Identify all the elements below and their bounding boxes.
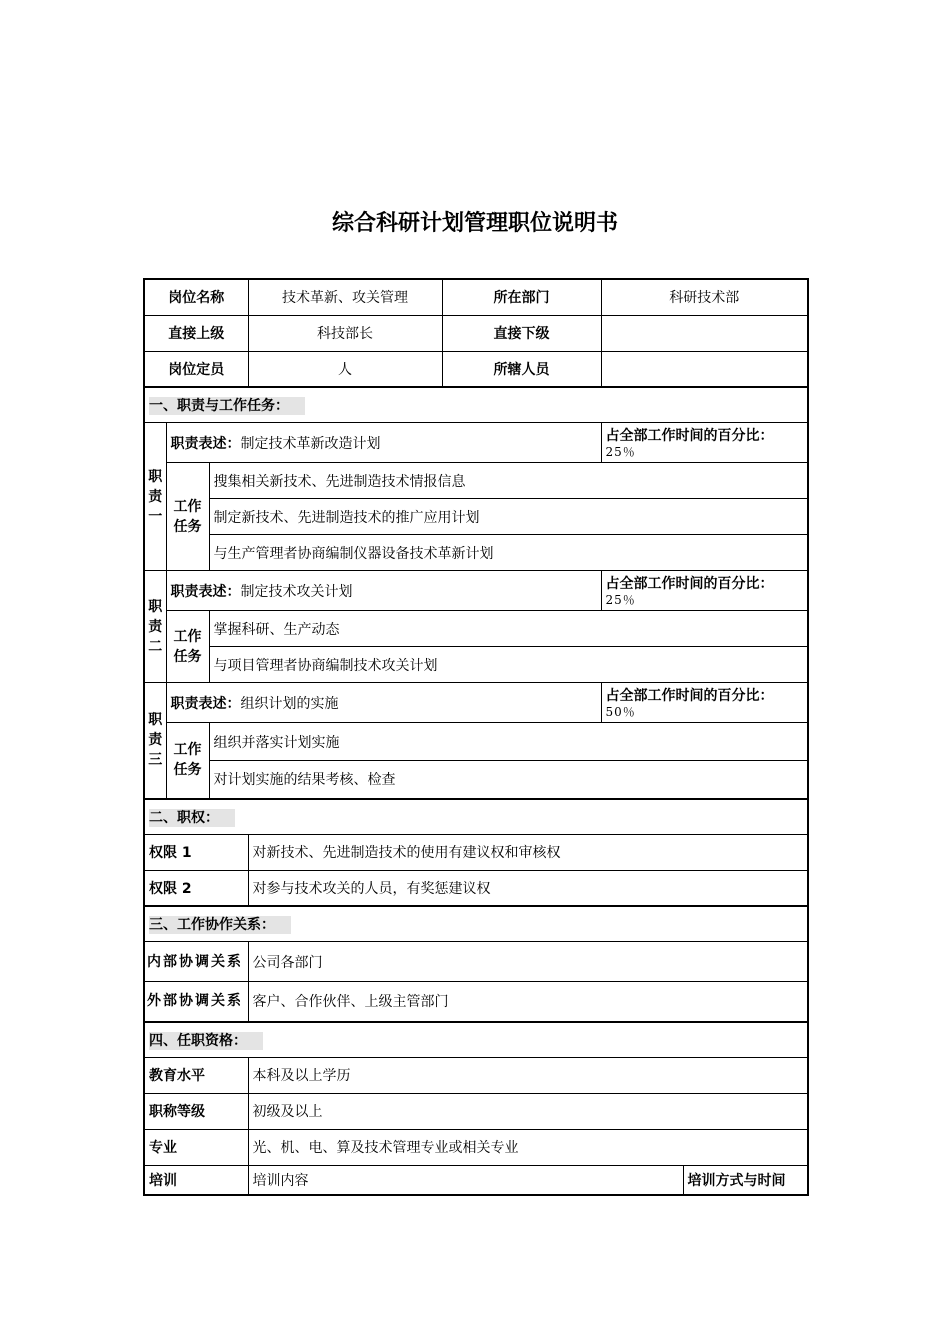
duty2-description: 制定技术攻关计划 bbox=[240, 583, 353, 600]
job-description-form bbox=[143, 278, 807, 1196]
duty1-task-3: 与生产管理者协商编制仪器设备技术革新计划 bbox=[209, 535, 808, 571]
duty1-percent: 25％ bbox=[605, 444, 636, 459]
title-grade-text: 初级及以上 bbox=[248, 1093, 808, 1129]
duty1-task-2: 制定新技术、先进制造技术的推广应用计划 bbox=[209, 499, 808, 535]
section1-header bbox=[144, 387, 808, 423]
pct-label: 占全部工作时间的百分比： bbox=[605, 427, 774, 444]
title-grade-label: 职称等级 bbox=[144, 1093, 248, 1129]
section4-title: 四、任职资格： bbox=[149, 1032, 263, 1050]
duty2-task-1: 掌握科研、生产动态 bbox=[209, 611, 808, 647]
subordinate-value bbox=[601, 315, 808, 351]
department-label: 所在部门 bbox=[442, 279, 601, 315]
page-title: 综合科研计划管理职位说明书 bbox=[331, 211, 618, 236]
duty3-label: 职责三 bbox=[144, 683, 166, 799]
duty1-label: 职责一 bbox=[144, 423, 166, 571]
duty2-task-label: 工作任务 bbox=[166, 611, 209, 683]
superior-value: 科技部长 bbox=[248, 315, 442, 351]
staff-value bbox=[601, 351, 808, 387]
education-text: 本科及以上学历 bbox=[248, 1057, 808, 1093]
training-method: 培训方式与时间 bbox=[683, 1165, 808, 1195]
section3-header bbox=[144, 906, 808, 942]
duty1-task-1: 搜集相关新技术、先进制造技术情报信息 bbox=[209, 463, 808, 499]
superior-label: 直接上级 bbox=[144, 315, 248, 351]
duty2-percent: 25％ bbox=[605, 592, 636, 607]
duty3-percent-cell bbox=[601, 683, 808, 723]
authority1-text: 对新技术、先进制造技术的使用有建议权和审核权 bbox=[248, 834, 808, 870]
duty-desc-label: 职责表述： bbox=[170, 583, 241, 600]
section2-header bbox=[144, 799, 808, 835]
section4-header bbox=[144, 1022, 808, 1058]
internal-coordination-text: 公司各部门 bbox=[248, 942, 808, 982]
staff-label: 所辖人员 bbox=[442, 351, 601, 387]
position-name-label: 岗位名称 bbox=[144, 279, 248, 315]
authority2-text: 对参与技术攻关的人员，有奖惩建议权 bbox=[248, 870, 808, 906]
headcount-label: 岗位定员 bbox=[144, 351, 248, 387]
duty-desc-label: 职责表述： bbox=[170, 435, 241, 452]
training-label: 培训 bbox=[144, 1165, 248, 1195]
duty3-description: 组织计划的实施 bbox=[240, 695, 339, 712]
external-coordination-label: 外部协调关系 bbox=[144, 982, 248, 1022]
section2-title: 二、职权： bbox=[149, 809, 235, 827]
duty2-label: 职责二 bbox=[144, 571, 166, 683]
duty1-description-cell bbox=[166, 423, 601, 463]
duty-desc-label: 职责表述： bbox=[170, 695, 241, 712]
duty3-task-label: 工作任务 bbox=[166, 723, 209, 799]
form-table bbox=[143, 278, 809, 1196]
duty3-task-2: 对计划实施的结果考核、检查 bbox=[209, 761, 808, 799]
internal-coordination-label: 内部协调关系 bbox=[144, 942, 248, 982]
duty1-description: 制定技术革新改造计划 bbox=[240, 435, 381, 452]
headcount-value: 人 bbox=[248, 351, 442, 387]
education-label: 教育水平 bbox=[144, 1057, 248, 1093]
duty1-task-label: 工作任务 bbox=[166, 463, 209, 571]
duty2-description-cell bbox=[166, 571, 601, 611]
section1-title: 一、职责与工作任务： bbox=[149, 397, 305, 415]
duty3-percent: 50％ bbox=[605, 704, 636, 719]
duty3-description-cell bbox=[166, 683, 601, 723]
duty2-percent-cell bbox=[601, 571, 808, 611]
pct-label: 占全部工作时间的百分比： bbox=[605, 575, 774, 592]
duty1-percent-cell bbox=[601, 423, 808, 463]
position-name-value: 技术革新、攻关管理 bbox=[248, 279, 442, 315]
subordinate-label: 直接下级 bbox=[442, 315, 601, 351]
pct-label: 占全部工作时间的百分比： bbox=[605, 687, 774, 704]
department-value: 科研技术部 bbox=[601, 279, 808, 315]
training-content: 培训内容 bbox=[248, 1165, 683, 1195]
authority2-label: 权限 2 bbox=[144, 870, 248, 906]
major-text: 光、机、电、算及技术管理专业或相关专业 bbox=[248, 1129, 808, 1165]
major-label: 专业 bbox=[144, 1129, 248, 1165]
duty3-task-1: 组织并落实计划实施 bbox=[209, 723, 808, 761]
section3-title: 三、工作协作关系： bbox=[149, 916, 291, 934]
duty2-task-2: 与项目管理者协商编制技术攻关计划 bbox=[209, 647, 808, 683]
authority1-label: 权限 1 bbox=[144, 834, 248, 870]
external-coordination-text: 客户、合作伙伴、上级主管部门 bbox=[248, 982, 808, 1022]
